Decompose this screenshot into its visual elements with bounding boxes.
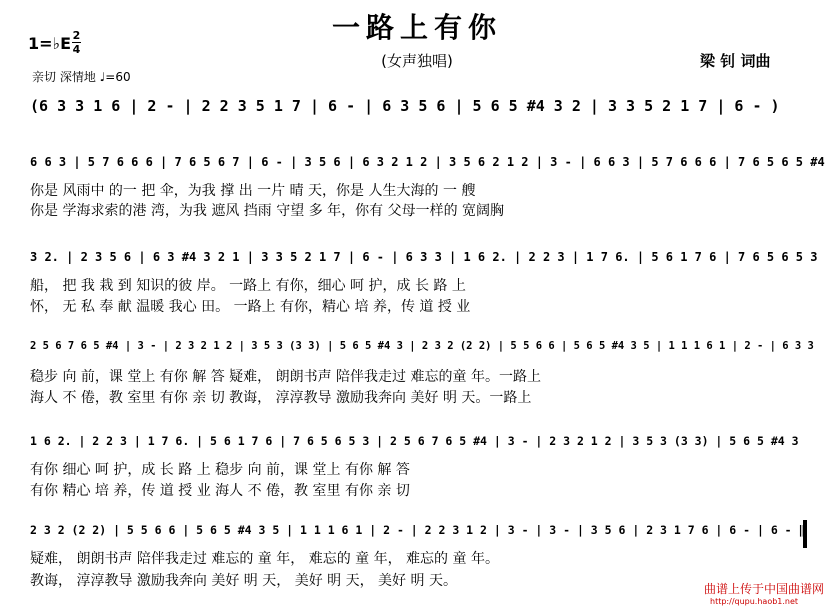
song-title: 一路上有你 [331, 11, 502, 44]
score-line-3-notes: 3 2. | 2 3 5 6 | 6 3 #4 3 2 1 | 3 3 5 2 1 7 | 6 - | 6 3 3 | 1 6 2. | 2 2 3 | 1 7 6. | 5 6 1 7 6 | 7 6 5 6 5 3 [30, 250, 818, 264]
key-signature: 1=♭E [28, 34, 72, 53]
meter-bottom: 4 [72, 43, 81, 56]
lyric-line-6a: 疑难， 朗朗书声 陪伴我走过 难忘的 童 年， 难忘的 童 年， 难忘的 童 年。 [30, 551, 499, 567]
lyric-line-2a: 你是 风雨中 的一 把 伞，为我 撑 出 一片 晴 天，你是 人生大海的 一 艘 [30, 183, 476, 199]
final-barline [803, 520, 807, 548]
tempo-marking: 亲切 深情地 ♩=60 [32, 70, 131, 84]
lyric-line-3b: 怀， 无 私 奉 献 温暖 我心 田。 一路上 有你，精心 培 养，传 道 授 业 [30, 299, 471, 315]
meter-top: 2 [72, 29, 81, 42]
lyric-line-5a: 有你 细心 呵 护，成 长 路 上 稳步 向 前，课 堂上 有你 解 答 [30, 462, 410, 478]
lyric-line-6b: 教诲， 淳淳教导 激励我奔向 美好 明 天， 美好 明 天， 美好 明 天。 [30, 573, 457, 589]
score-line-5-notes: 1 6 2. | 2 2 3 | 1 7 6. | 5 6 1 7 6 | 7 6 5 6 5 3 | 2 5 6 7 6 5 #4 | 3 - | 2 3 2 1 2 | 3 5 3 (3 3) | 5 6 5 #4 3 [30, 434, 799, 448]
lyric-line-2b: 你是 学海求索的港 湾，为我 遮风 挡雨 守望 多 年，你有 父母一样的 宽阔胸 [30, 203, 505, 219]
time-signature [72, 30, 81, 55]
watermark-url: http://qupu.haob1.net [710, 597, 799, 606]
lyric-line-4b: 海人 不 倦，教 室里 有你 亲 切 教诲， 淳淳教导 激励我奔向 美好 明 天。一路上 [30, 390, 532, 406]
score-line-4-notes: 2 5 6 7 6 5 #4 | 3 - | 2 3 2 1 2 | 3 5 3 (3 3) | 5 6 5 #4 3 | 2 3 2 (2 2) | 5 5 6 6 | 5 6 5 #4 3 5 | 1 1 1 6 1 | 2 - | 6 3 3 [30, 340, 814, 352]
lyric-line-3a: 船， 把 我 栽 到 知识的彼 岸。 一路上 有你，细心 呵 护，成 长 路 上 [30, 278, 466, 294]
lyric-line-4a: 稳步 向 前，课 堂上 有你 解 答 疑难， 朗朗书声 陪伴我走过 难忘的童 年。一路上 [30, 369, 541, 385]
author-credit: 梁 钊 词曲 [700, 52, 771, 70]
score-line-2-notes: 6 6 3 | 5 7 6 6 6 | 7 6 5 6 7 | 6 - | 3 5 6 | 6 3 2 1 2 | 3 5 6 2 1 2 | 3 - | 6 6 3 | 5 7 6 6 6 | 7 6 5 6 5 #4 [30, 155, 825, 169]
lyric-line-5b: 有你 精心 培 养，传 道 授 业 海人 不 倦，教 室里 有你 亲 切 [30, 483, 410, 499]
subtitle: (女声独唱) [381, 52, 453, 70]
score-line-6-notes: 2 3 2 (2 2) | 5 5 6 6 | 5 6 5 #4 3 5 | 1 1 1 6 1 | 2 - | 2 2 3 1 2 | 3 - | 3 - | 3 5 6 | 2 3 1 7 6 | 6 - | 6 - ‖ [30, 523, 806, 537]
watermark-text: 曲谱上传于中国曲谱网 [704, 582, 825, 596]
score-line-1-notes: (6 3 3 1 6 | 2 - | 2 2 3 5 1 7 | 6 - | 6 3 5 6 | 5 6 5 #4 3 2 | 3 3 5 2 1 7 | 6 - ) [30, 97, 780, 115]
